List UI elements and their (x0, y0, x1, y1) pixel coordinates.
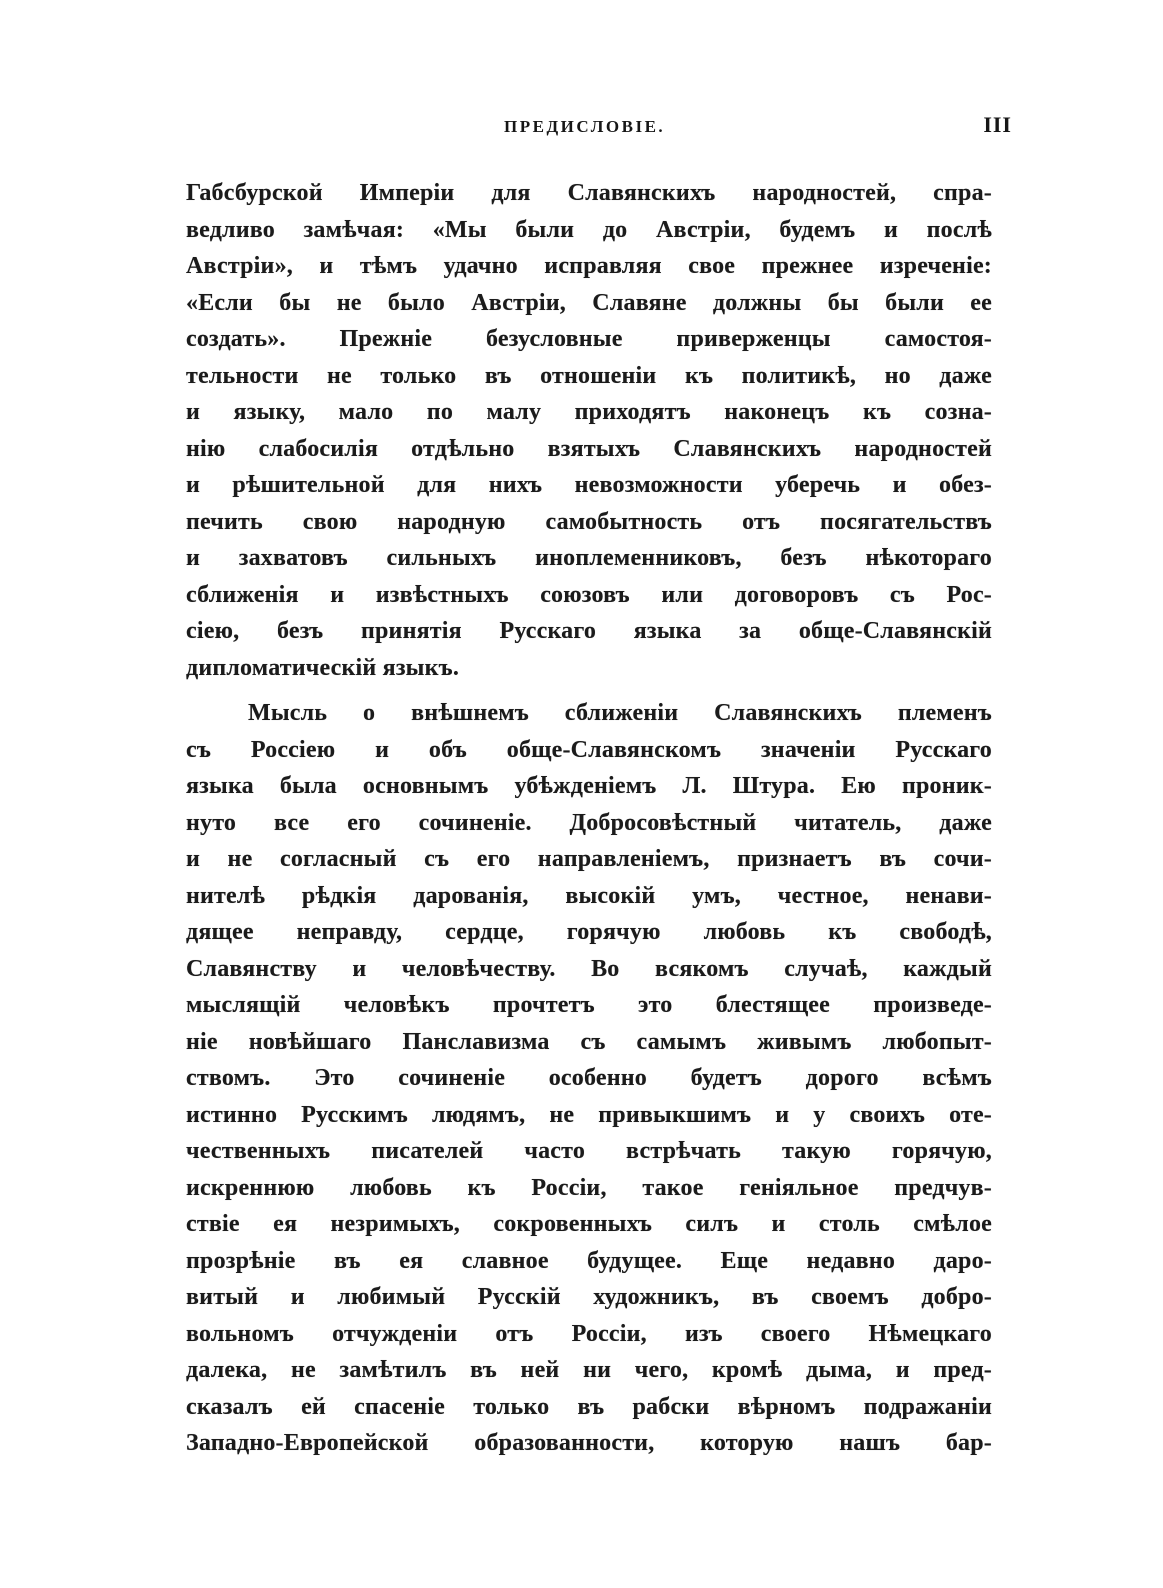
text-line: мыслящій человѣкъ прочтетъ это блестящее произведе- (186, 992, 992, 1018)
text-line: Мысль о внѣшнемъ сближеніи Славянскихъ племенъ (248, 700, 992, 726)
text-line: далека, не замѣтилъ въ ней ни чего, кромѣ дыма, и пред- (186, 1357, 992, 1383)
text-line: ведливо замѣчая: «Мы были до Австріи, будемъ и послѣ (186, 216, 992, 243)
text-line: создать». Прежніе безусловные приверженцы самостоя- (186, 326, 992, 352)
text-line: нію слабосилія отдѣльно взятыхъ Славянскихъ народностей (186, 435, 992, 462)
text-line: Западно-Европейской образованности, которую нашъ бар- (186, 1430, 992, 1456)
text-line: Славянству и человѣчеству. Во всякомъ случаѣ, каждый (186, 955, 992, 982)
text-line: прозрѣніе въ ея славное будущее. Еще недавно даро- (186, 1247, 992, 1274)
paragraph-1 (186, 175, 992, 686)
text-line: ствіе ея незримыхъ, сокровенныхъ силъ и столь смѣлое (186, 1211, 992, 1237)
text-line: сіею, безъ принятія Русскаго языка за обще-Славянскій (186, 618, 992, 644)
text-line: истинно Русскимъ людямъ, не привыкшимъ и у своихъ оте- (186, 1101, 992, 1128)
text-line: сказалъ ей спасеніе только въ рабски вѣрномъ подражаніи (186, 1393, 992, 1420)
page-header (186, 112, 1012, 144)
text-line: и языку, мало по малу приходятъ наконецъ къ созна- (186, 399, 992, 425)
text-line: сближенія и извѣстныхъ союзовъ или договоровъ съ Рос- (186, 581, 992, 608)
text-line: Габсбурской Имперіи для Славянскихъ народностей, спра- (186, 180, 992, 206)
text-line: языка была основнымъ убѣжденіемъ Л. Штура. Ею проник- (186, 773, 992, 799)
text-line: нуто все его сочиненіе. Добросовѣстный читатель, даже (186, 809, 992, 836)
text-line: печить свою народную самобытность отъ посягательствъ (186, 508, 992, 535)
text-line: съ Россіею и объ обще-Славянскомъ значеніи Русскаго (186, 736, 992, 763)
text-line: Австріи», и тѣмъ удачно исправляя свое прежнее изреченіе: (186, 253, 992, 279)
text-line: тельности не только въ отношеніи къ политикѣ, но даже (186, 362, 992, 389)
text-line: дипломатическій языкъ. (186, 654, 460, 681)
page-number: III (983, 112, 1012, 137)
text-line: дящее неправду, сердце, горячую любовь къ свободѣ, (186, 919, 992, 945)
text-line: вольномъ отчужденіи отъ Россіи, изъ своего Нѣмецкаго (186, 1320, 992, 1347)
running-title: ПРЕДИСЛОВІЕ. (504, 117, 666, 136)
text-line: ствомъ. Это сочиненіе особенно будетъ дорого всѣмъ (186, 1065, 992, 1091)
text-line: и не согласный съ его направленіемъ, признаетъ въ сочи- (186, 846, 992, 872)
text-line: «Если бы не было Австріи, Славяне должны бы были ее (186, 289, 992, 316)
text-line: ніе новѣйшаго Панславизма съ самымъ живымъ любопыт- (186, 1028, 992, 1055)
text-line: искреннюю любовь къ Россіи, такое геніяльное предчув- (186, 1174, 992, 1201)
text-line: и рѣшительной для нихъ невозможности уберечь и обез- (186, 472, 992, 498)
text-block (186, 175, 992, 1462)
text-line: нителѣ рѣдкія дарованія, высокій умъ, честное, ненави- (186, 882, 992, 909)
text-line: витый и любимый Русскій художникъ, въ своемъ добро- (186, 1284, 992, 1310)
paragraph-2 (186, 695, 992, 1462)
text-line: чественныхъ писателей часто встрѣчать такую горячую, (186, 1138, 992, 1164)
text-line: и захватовъ сильныхъ иноплеменниковъ, безъ нѣкотораго (186, 545, 992, 571)
